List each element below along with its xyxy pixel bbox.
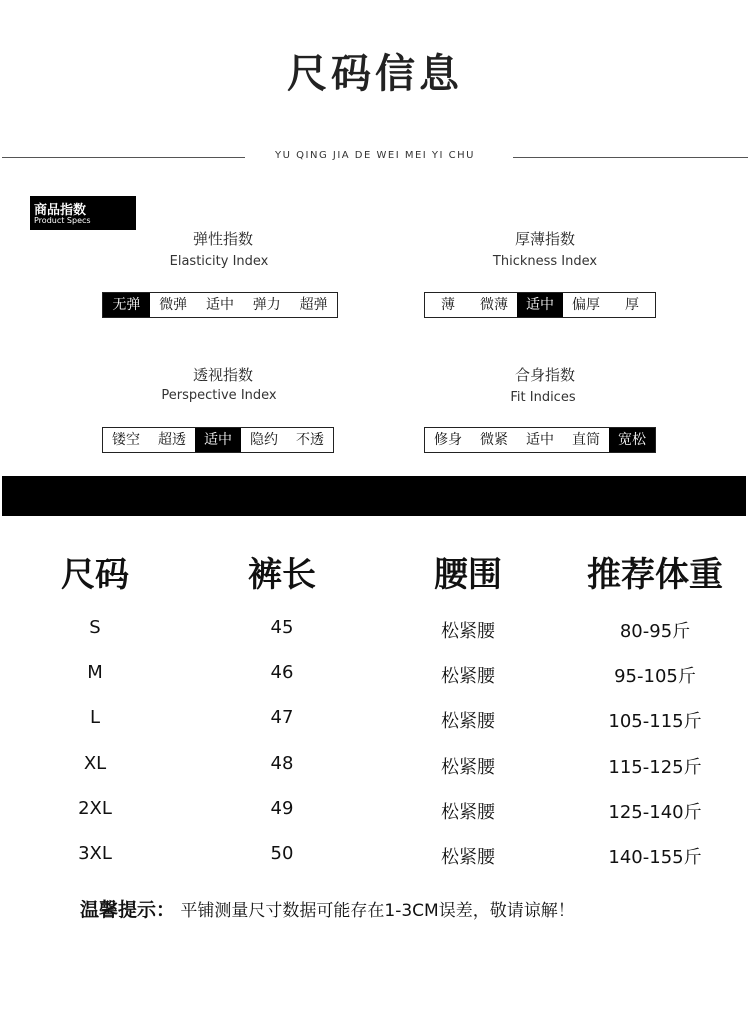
perspective-subtitle: Perspective Index [161,388,277,403]
perspective-option: 不透 [296,432,324,448]
table-cell: 140-155斤 [608,847,702,868]
table-cell: M [87,662,103,683]
table-cell: 95-105斤 [614,666,696,687]
fit-subtitle: Fit Indices [510,390,576,405]
divider-right [513,157,748,158]
perspective-option: 隐约 [250,432,278,448]
thickness-option: 厚 [625,297,639,313]
perspective-scale [102,427,334,453]
perspective-title: 透视指数 [192,366,253,384]
table-cell: 46 [270,662,294,683]
thickness-option: 适中 [517,293,563,317]
tip-label: 温馨提示： [80,899,176,921]
column-header-length: 裤长 [248,555,316,595]
fit-scale [424,427,656,453]
table-cell: 松紧腰 [441,666,495,687]
thickness-scale [424,292,656,318]
perspective-option: 适中 [195,428,241,452]
column-header-size: 尺码 [61,555,129,595]
black-band [2,476,746,516]
elasticity-subtitle: Elasticity Index [169,254,269,269]
table-cell: 45 [270,617,294,638]
table-cell: 3XL [78,843,112,864]
page-title: 尺码信息 [287,51,463,97]
fit-option: 适中 [526,432,554,448]
thickness-subtitle: Thickness Index [492,254,598,269]
table-cell: 47 [270,707,294,728]
thickness-title: 厚薄指数 [514,230,575,248]
table-cell: 48 [270,753,294,774]
table-cell: 115-125斤 [608,757,702,778]
fit-option: 微紧 [480,432,508,448]
tip-text: 平铺测量尺寸数据可能存在1-3CM误差，敬请谅解！ [180,901,575,921]
table-cell: L [89,707,101,728]
thickness-option: 薄 [441,297,455,313]
elasticity-option: 弹力 [252,297,281,313]
table-cell: 松紧腰 [441,847,495,868]
table-cell: 松紧腰 [441,802,495,823]
table-cell: 125-140斤 [608,802,702,823]
thickness-option: 微薄 [480,297,508,313]
perspective-option: 镂空 [112,432,140,448]
thickness-option: 偏厚 [572,297,600,313]
fit-option: 直筒 [572,432,600,448]
elasticity-option: 微弹 [159,297,188,313]
fit-option: 修身 [434,432,462,448]
table-cell: 松紧腰 [441,621,495,642]
column-header-weight: 推荐体重 [587,555,723,595]
elasticity-title: 弹性指数 [192,230,253,248]
table-cell: 松紧腰 [441,711,495,732]
product-specs-label: 商品指数 [34,203,87,218]
table-cell: 49 [270,798,294,819]
product-specs-label-en: Product Specs [34,216,91,225]
elasticity-option: 适中 [205,297,234,313]
elasticity-option: 无弹 [103,293,150,317]
elasticity-scale [102,292,338,318]
fit-option: 宽松 [609,428,655,452]
table-cell: 80-95斤 [619,621,691,642]
table-cell: 2XL [78,798,112,819]
product-specs-tag [30,196,136,230]
table-cell: 50 [270,843,294,864]
column-header-waist: 腰围 [434,555,502,595]
tip-note [80,895,575,922]
perspective-option: 超透 [158,432,186,448]
table-cell: XL [83,753,107,774]
table-cell: 105-115斤 [608,711,702,732]
brand-line: YU QING JIA DE WEI MEI YI CHU [275,150,475,161]
elasticity-option: 超弹 [299,297,328,313]
table-cell: S [89,617,101,638]
table-cell: 松紧腰 [441,757,495,778]
fit-title: 合身指数 [514,366,575,384]
